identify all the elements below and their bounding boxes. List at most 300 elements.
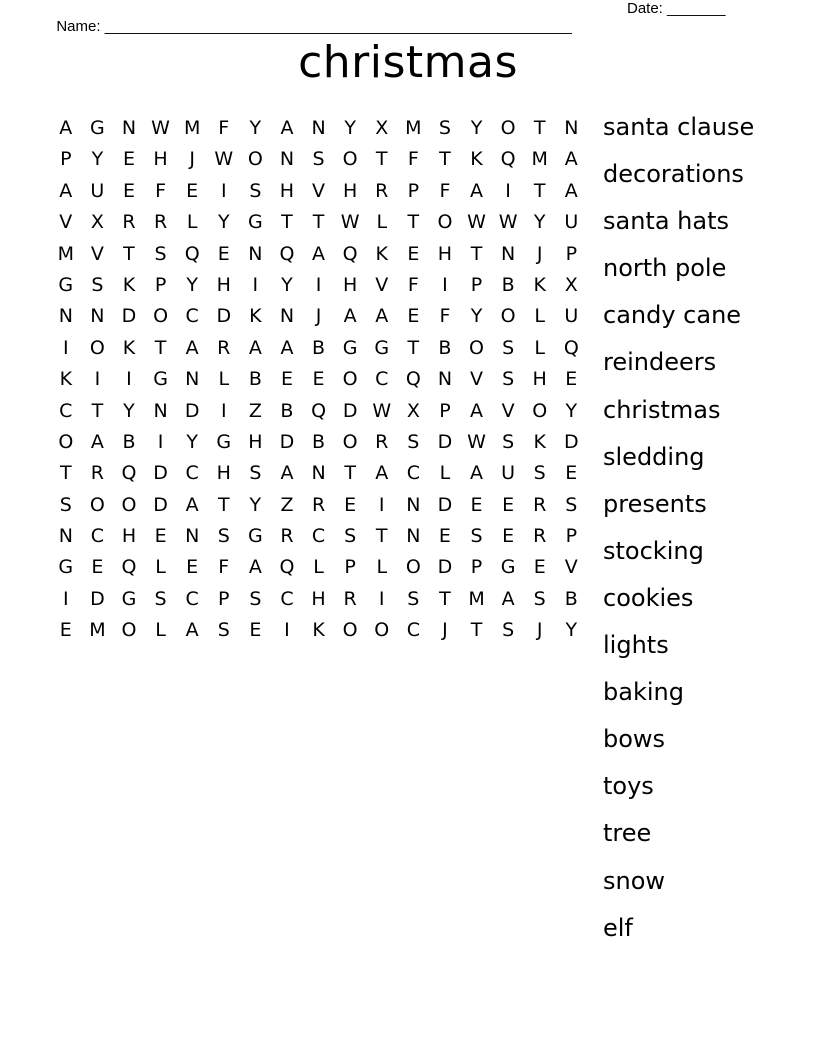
grid-cell: L (376, 556, 388, 579)
grid-cell: Y (533, 211, 546, 234)
grid-cell: F (439, 179, 451, 202)
grid-cell: L (534, 305, 545, 328)
grid-cell: C (375, 368, 389, 391)
grid-cell: N (58, 305, 73, 328)
grid-cell: I (378, 587, 385, 610)
grid-cell: N (279, 305, 295, 328)
grid-cell: D (563, 430, 579, 453)
grid-cell: M (89, 619, 106, 642)
grid-cell: Q (184, 242, 200, 265)
grid-cell: E (249, 619, 262, 642)
grid-cell: O (89, 493, 105, 516)
grid-cell: L (439, 462, 451, 485)
grid-cell: G (500, 556, 516, 579)
grid-cell: T (439, 587, 451, 610)
grid-cell: R (90, 462, 104, 485)
grid-cell: E (122, 179, 135, 202)
page-title: christmas (298, 37, 518, 88)
grid-cell: S (249, 179, 262, 202)
grid-cell: S (438, 117, 451, 139)
grid-cell: Y (123, 399, 135, 422)
grid-cell: T (344, 462, 356, 485)
grid-cell: H (216, 462, 231, 485)
word-list-item: bows (603, 725, 666, 754)
grid-cell: V (375, 273, 389, 296)
grid-cell: O (342, 619, 358, 642)
grid-cell: S (407, 430, 420, 453)
grid-cell: M (183, 117, 201, 139)
grid-cell: H (342, 273, 358, 296)
grid-cell: T (439, 148, 451, 171)
grid-cell: Y (470, 305, 483, 328)
grid-cell: E (122, 148, 135, 171)
grid-cell: D (437, 556, 453, 579)
grid-cell: N (564, 117, 579, 139)
grid-cell: M (57, 242, 74, 265)
grid-cell: A (248, 336, 262, 359)
grid-cell: S (502, 336, 515, 359)
grid-cell: E (502, 525, 515, 548)
grid-cell: J (315, 305, 322, 328)
grid-cell: Y (565, 399, 578, 422)
grid-cell: B (312, 336, 326, 359)
grid-cell: K (312, 619, 325, 642)
grid-cell: A (343, 305, 357, 328)
grid-cell: U (90, 179, 105, 202)
grid-cell: W (467, 211, 486, 234)
grid-cell: T (533, 117, 546, 139)
grid-cell: I (126, 368, 132, 391)
grid-cell: A (185, 493, 199, 516)
grid-cell: R (217, 336, 231, 359)
grid-cell: F (218, 556, 230, 579)
grid-cell: W (214, 148, 234, 171)
grid-cell: K (122, 336, 136, 359)
grid-cell: T (407, 211, 420, 234)
grid-cell: A (564, 148, 578, 171)
word-list-item: toys (603, 772, 654, 801)
grid-cell: A (280, 462, 294, 485)
grid-cell: D (279, 430, 295, 453)
grid-cell: D (437, 493, 453, 516)
grid-cell: B (438, 336, 452, 359)
grid-cell: V (312, 179, 326, 202)
grid-cell: W (340, 211, 360, 234)
grid-cell: O (342, 430, 358, 453)
grid-cell: F (439, 305, 451, 328)
grid-cell: V (470, 368, 484, 391)
grid-cell: R (153, 211, 168, 234)
grid-cell: O (469, 336, 484, 359)
grid-cell: W (498, 211, 518, 234)
grid-cell: A (564, 179, 578, 202)
grid-cell: H (279, 179, 295, 202)
grid-cell: Q (500, 148, 516, 171)
grid-cell: Q (311, 399, 327, 422)
grid-cell: A (470, 462, 484, 485)
grid-cell: N (311, 462, 326, 485)
grid-cell: I (220, 179, 227, 202)
grid-cell: N (248, 242, 263, 265)
grid-cell: C (185, 305, 199, 328)
grid-cell: E (59, 619, 72, 642)
grid-cell: R (375, 430, 389, 453)
grid-cell: B (248, 368, 262, 391)
grid-cell: T (123, 242, 135, 265)
grid-cell: T (375, 148, 388, 171)
grid-cell: K (249, 305, 262, 328)
grid-cell: B (122, 430, 136, 453)
grid-cell: S (502, 368, 515, 391)
grid-cell: D (153, 493, 168, 516)
grid-cell: E (565, 462, 578, 485)
grid-cell: T (217, 493, 230, 516)
grid-cell: K (533, 430, 546, 453)
grid-cell: P (470, 273, 483, 296)
grid-cell: E (280, 368, 293, 391)
grid-cell: A (470, 179, 484, 202)
grid-cell: O (374, 619, 390, 642)
grid-cell: Q (279, 556, 295, 579)
grid-cell: O (89, 336, 105, 359)
grid-cell: N (153, 399, 168, 422)
grid-cell: N (311, 117, 326, 139)
grid-cell: H (437, 242, 453, 265)
grid-cell: A (312, 242, 326, 265)
grid-cell: F (155, 179, 167, 202)
grid-cell: I (505, 179, 511, 202)
word-list-item: lights (603, 631, 669, 660)
grid-cell: G (247, 211, 263, 234)
grid-cell: H (153, 148, 168, 171)
grid-cell: R (533, 525, 547, 548)
grid-cell: N (185, 368, 200, 391)
grid-cell: K (375, 242, 388, 265)
grid-cell: P (470, 556, 483, 579)
word-list-item: santa hats (603, 207, 729, 236)
grid-cell: D (90, 587, 105, 610)
grid-cell: E (186, 179, 199, 202)
grid-cell: Y (217, 211, 230, 234)
grid-cell: D (437, 430, 453, 453)
grid-cell: I (378, 493, 385, 516)
grid-cell: S (470, 525, 483, 548)
grid-cell: A (90, 430, 104, 453)
grid-cell: N (501, 242, 516, 265)
grid-cell: I (62, 336, 69, 359)
grid-cell: V (564, 556, 578, 579)
grid-cell: B (501, 273, 515, 296)
grid-cell: I (252, 273, 259, 296)
grid-cell: L (155, 619, 166, 642)
grid-cell: U (501, 462, 516, 485)
grid-cell: Y (186, 273, 198, 296)
grid-cell: S (217, 619, 230, 642)
word-list-item: presents (603, 489, 707, 518)
grid-cell: H (248, 430, 263, 453)
grid-cell: R (122, 211, 136, 234)
grid-cell: A (280, 117, 294, 139)
grid-cell: G (247, 525, 263, 548)
grid-cell: U (564, 211, 579, 234)
word-list-item: candy cane (603, 301, 742, 330)
grid-cell: N (121, 117, 137, 139)
word-list-item: elf (603, 913, 633, 942)
grid-cell: T (281, 211, 293, 234)
grid-cell: C (90, 525, 105, 548)
grid-cell: A (501, 587, 515, 610)
grid-cell: N (406, 493, 421, 516)
grid-cell: G (153, 368, 168, 391)
grid-cell: E (154, 525, 167, 548)
word-list-item: santa clause (603, 113, 755, 141)
grid-cell: A (375, 305, 389, 328)
grid-cell: R (280, 525, 294, 548)
grid-cell: C (185, 587, 199, 610)
word-list-item: reindeers (603, 348, 717, 377)
grid-cell: N (437, 368, 453, 391)
grid-cell: T (312, 211, 325, 234)
grid-cell: O (500, 305, 516, 328)
grid-cell: A (280, 336, 294, 359)
word-list-item: cookies (603, 583, 694, 612)
grid-cell: P (565, 242, 578, 265)
grid-cell: O (247, 148, 263, 171)
grid-cell: N (58, 525, 73, 548)
grid-cell: I (220, 399, 227, 422)
grid-cell: D (184, 399, 200, 422)
grid-cell: O (121, 493, 137, 516)
grid-cell: H (216, 273, 231, 296)
grid-cell: O (500, 117, 516, 139)
grid-cell: E (312, 368, 325, 391)
grid-cell: W (467, 430, 486, 453)
grid-cell: C (185, 462, 199, 485)
grid-cell: C (59, 399, 73, 422)
grid-cell: Q (121, 462, 137, 485)
date-field-label: Date: _______ (627, 0, 726, 17)
word-list-item: decorations (603, 160, 744, 189)
grid-cell: R (311, 493, 326, 516)
grid-cell: R (375, 179, 389, 202)
grid-cell: E (565, 368, 578, 391)
word-list-item: snow (603, 866, 666, 895)
grid-cell: A (185, 619, 199, 642)
grid-cell: D (121, 305, 137, 328)
grid-cell: G (342, 336, 358, 359)
grid-cell: N (279, 148, 295, 171)
grid-cell: A (248, 556, 262, 579)
grid-cell: S (154, 242, 167, 265)
grid-cell: S (249, 587, 262, 610)
grid-cell: N (185, 525, 200, 548)
grid-cell: F (407, 273, 419, 296)
grid-cell: S (312, 148, 325, 171)
word-list-item: stocking (603, 536, 704, 565)
grid-cell: O (153, 305, 169, 328)
grid-cell: Q (279, 242, 295, 265)
grid-cell: T (154, 336, 167, 359)
grid-cell: J (442, 619, 448, 642)
grid-cell: Q (121, 556, 137, 579)
grid-cell: T (375, 525, 388, 548)
grid-cell: S (533, 587, 546, 610)
grid-cell: S (502, 430, 515, 453)
grid-cell: P (565, 525, 578, 548)
grid-cell: P (439, 399, 451, 422)
grid-cell: V (501, 399, 515, 422)
grid-cell: S (565, 493, 578, 516)
grid-cell: E (438, 525, 451, 548)
grid-cell: Y (249, 117, 262, 139)
grid-cell: L (186, 211, 198, 234)
grid-cell: T (91, 399, 104, 422)
grid-cell: E (186, 556, 199, 579)
grid-cell: S (407, 587, 420, 610)
grid-cell: I (94, 368, 101, 391)
grid-cell: O (437, 211, 453, 234)
grid-cell: H (342, 179, 358, 202)
grid-cell: W (372, 399, 392, 422)
grid-cell: X (375, 117, 389, 139)
grid-cell: A (59, 179, 73, 202)
grid-cell: O (405, 556, 421, 579)
grid-cell: H (311, 587, 326, 610)
grid-cell: M (468, 587, 485, 610)
grid-cell: O (342, 368, 358, 391)
grid-cell: C (406, 619, 420, 642)
grid-cell: P (60, 148, 72, 171)
grid-cell: S (344, 525, 357, 548)
grid-cell: R (343, 587, 357, 610)
grid-cell: M (531, 148, 548, 171)
grid-cell: S (154, 587, 167, 610)
word-search-grid (50, 114, 587, 648)
grid-cell: L (534, 336, 545, 359)
grid-cell: T (470, 619, 483, 642)
grid-cell: V (59, 211, 73, 234)
grid-cell: C (311, 525, 326, 548)
grid-cell: H (121, 525, 137, 548)
grid-cell: G (58, 556, 74, 579)
grid-cell: S (91, 273, 104, 296)
grid-cell: K (59, 368, 73, 391)
grid-cell: J (189, 148, 195, 171)
grid-cell: R (533, 493, 547, 516)
grid-cell: G (374, 336, 390, 359)
grid-cell: C (280, 587, 294, 610)
grid-cell: P (154, 273, 167, 296)
grid-cell: O (532, 399, 548, 422)
grid-cell: A (185, 336, 199, 359)
grid-cell: L (376, 211, 388, 234)
grid-cell: I (157, 430, 164, 453)
grid-cell: M (405, 117, 422, 139)
grid-cell: V (90, 242, 104, 265)
grid-cell: S (59, 493, 72, 516)
grid-cell: S (217, 525, 230, 548)
grid-cell: Y (565, 619, 578, 642)
grid-cell: Q (405, 368, 421, 391)
grid-cell: I (315, 273, 322, 296)
grid-cell: E (470, 493, 483, 516)
grid-cell: G (121, 587, 137, 610)
grid-cell: E (91, 556, 104, 579)
grid-cell: X (90, 211, 104, 234)
grid-cell: T (470, 242, 483, 265)
grid-cell: G (90, 117, 105, 139)
grid-cell: B (312, 430, 326, 453)
grid-cell: I (62, 587, 69, 610)
grid-cell: T (533, 179, 546, 202)
grid-cell: C (406, 462, 420, 485)
grid-cell: Z (280, 493, 294, 516)
grid-cell: Q (563, 336, 579, 359)
grid-cell: T (59, 462, 72, 485)
grid-cell: Y (91, 148, 104, 171)
word-list-item: baking (603, 678, 684, 707)
grid-cell: O (121, 619, 137, 642)
word-list-item: christmas (603, 395, 721, 424)
grid-cell: L (313, 556, 324, 579)
grid-cell: B (280, 399, 294, 422)
grid-cell: P (218, 587, 230, 610)
grid-cell: J (536, 619, 543, 642)
grid-cell: U (564, 305, 579, 328)
grid-cell: F (218, 117, 230, 139)
grid-cell: X (406, 399, 420, 422)
grid-cell: E (533, 556, 546, 579)
grid-cell: Y (470, 117, 483, 139)
grid-cell: D (216, 305, 232, 328)
grid-cell: A (375, 462, 389, 485)
grid-cell: S (502, 619, 515, 642)
word-list-item: sledding (603, 442, 705, 471)
word-list-item: tree (603, 819, 652, 848)
grid-cell: L (218, 368, 230, 391)
grid-cell: L (155, 556, 166, 579)
grid-cell: D (342, 399, 358, 422)
grid-cell: P (344, 556, 356, 579)
grid-cell: T (407, 336, 420, 359)
grid-cell: N (90, 305, 105, 328)
grid-cell: I (284, 619, 290, 642)
grid-cell: Y (186, 430, 198, 453)
grid-cell: A (59, 117, 73, 139)
grid-cell: E (344, 493, 357, 516)
grid-cell: Z (248, 399, 262, 422)
name-field-label: Name: ________________________________________________________ (56, 18, 572, 35)
grid-cell: D (153, 462, 168, 485)
grid-cell: J (536, 242, 543, 265)
grid-cell: E (407, 305, 420, 328)
grid-cell: K (533, 273, 546, 296)
grid-cell: F (407, 148, 419, 171)
grid-cell: E (502, 493, 515, 516)
grid-cell: I (442, 273, 448, 296)
grid-cell: K (122, 273, 136, 296)
grid-cell: N (406, 525, 421, 548)
grid-cell: P (407, 179, 420, 202)
grid-cell: B (564, 587, 578, 610)
grid-cell: E (217, 242, 230, 265)
grid-cell: Y (344, 117, 356, 139)
grid-cell: W (151, 117, 170, 139)
grid-cell: G (216, 430, 232, 453)
grid-cell: Q (342, 242, 358, 265)
grid-cell: S (249, 462, 262, 485)
word-list-item: north pole (603, 254, 727, 283)
